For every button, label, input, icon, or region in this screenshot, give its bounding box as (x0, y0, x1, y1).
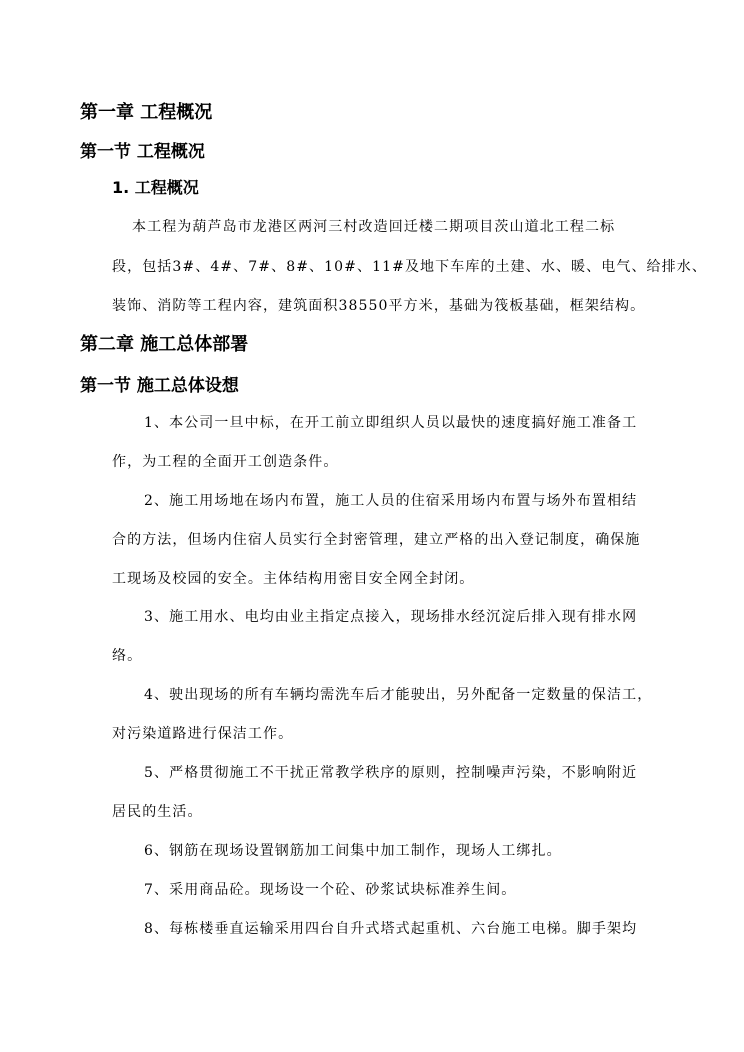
paragraph-line: 3、施工用水、电均由业主指定点接入，现场排水经沉淀后排入现有排水网 (144, 609, 638, 625)
section-1-1-heading: 第一节 工程概况 (80, 142, 205, 162)
paragraph-line: 居民的生活。 (112, 804, 203, 820)
paragraph-line: 8、每栋楼垂直运输采用四台自升式塔式起重机、六台施工电梯。脚手架均 (144, 921, 638, 937)
paragraph-line: 7、采用商品砼。现场设一个砼、砂浆试块标准养生间。 (144, 882, 517, 898)
paragraph-line: 工现场及校园的安全。主体结构用密目安全网全封闭。 (112, 571, 475, 587)
paragraph-line: 对污染道路进行保洁工作。 (112, 726, 294, 742)
paragraph-line: 合的方法，但场内住宿人员实行全封密管理，建立严格的出入登记制度，确保施 (112, 532, 641, 548)
subsection-1-heading: 1. 工程概况 (112, 178, 199, 197)
paragraph-line: 段，包括3#、4#、7#、8#、10#、11#及地下车库的土建、水、暖、电气、给排水、 (112, 259, 707, 275)
paragraph-line: 1、本公司一旦中标，在开工前立即组织人员以最快的速度搞好施工准备工 (144, 415, 638, 431)
chapter-1-heading: 第一章 工程概况 (80, 102, 213, 123)
paragraph-line: 本工程为葫芦岛市龙港区两河三村改造回迁楼二期项目茨山道北工程二标 (132, 219, 616, 235)
paragraph-line: 4、驶出现场的所有车辆均需洗车后才能驶出，另外配备一定数量的保洁工， (144, 687, 653, 703)
section-2-1-heading: 第一节 施工总体设想 (80, 376, 239, 396)
paragraph-line: 作，为工程的全面开工创造条件。 (112, 454, 339, 470)
paragraph-line: 络。 (112, 648, 143, 664)
paragraph-line: 2、施工用场地在场内布置，施工人员的住宿采用场内布置与场外布置相结 (144, 493, 638, 509)
paragraph-line: 5、严格贯彻施工不干扰正常教学秩序的原则，控制噪声污染，不影响附近 (144, 765, 638, 781)
paragraph-line: 6、钢筋在现场设置钢筋加工间集中加工制作，现场人工绑扎。 (144, 843, 562, 859)
chapter-2-heading: 第二章 施工总体部署 (80, 334, 249, 355)
paragraph-line: 装饰、消防等工程内容，建筑面积38550平方米，基础为筏板基础，框架结构。 (112, 298, 646, 314)
